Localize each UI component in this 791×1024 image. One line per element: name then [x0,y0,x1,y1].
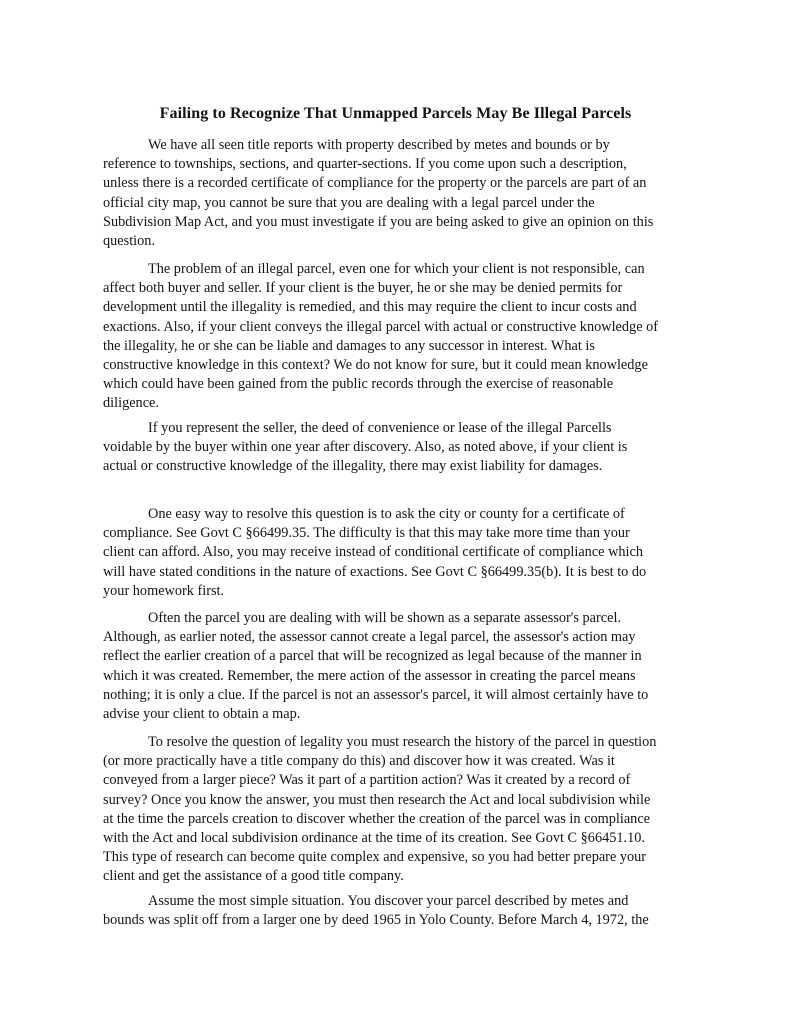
document-title: Failing to Recognize That Unmapped Parcels May Be Illegal Parcels [159,105,632,122]
paragraph-line: Although, as earlier noted, the assessor cannot create a legal parcel, the assessor's action may [103,629,636,646]
paragraph-line: survey? Once you know the answer, you must then research the Act and local subdivision while [103,791,651,808]
paragraph-line: If you represent the seller, the deed of convenience or lease of the illegal Parcells [148,420,612,436]
paragraph-line: exactions. Also, if your client conveys the illegal parcel with actual or constructive knowledge of [103,318,659,335]
paragraph-line: reference to townships, sections, and quarter-sections. If you come upon such a description, [103,156,627,173]
paragraph-line: which it was created. Remember, the mere action of the assessor in creating the parcel means [103,667,636,684]
paragraph-line: will have stated conditions in the nature of exactions. See Govt C §66499.35(b). It is best to do [103,563,647,580]
paragraph-line: conveyed from a larger piece? Was it part of a partition action? Was it created by a record of [103,772,631,789]
paragraph-line: affect both buyer and seller. If your client is the buyer, he or she may be denied permits for [103,280,623,297]
paragraph-line: bounds was split off from a larger one by deed 1965 in Yolo County. Before March 4, 1972, the [103,912,649,929]
paragraph-4 [103,505,687,601]
paragraph-line: nothing; it is only a clue. If the parcel is not an assessor's parcel, it will almost certainly have to [103,686,649,703]
paragraph-line: at the time the parcels creation to discover whether the creation of the parcel was in compliance [103,810,651,827]
paragraph-line: the illegality, he or she can be liable and damages to any successor in interest. What is [103,337,595,354]
paragraph-line: which could have been gained from the public records through the exercise of reasonable [103,376,614,393]
paragraph-6 [103,733,687,887]
paragraph-line: compliance. See Govt C §66499.35. The difficulty is that this may take more time than your [103,525,630,542]
paragraph-2 [103,260,687,414]
paragraph-line: question. [103,233,156,250]
paragraph-line: This type of research can become quite complex and expensive, so you had better prepare your [103,849,647,866]
paragraph-line: unless there is a recorded certificate of compliance for the property or the parcels are part of an [103,175,647,192]
paragraph-line: your homework first. [103,582,225,599]
paragraph-line: actual or constructive knowledge of the illegality, there may exist liability for damages. [103,458,603,475]
paragraph-7 [103,892,687,930]
paragraph-line: with the Act and local subdivision ordinance at the time of its creation. See Govt C §66451.10. [103,830,645,847]
paragraph-3 [103,419,687,477]
paragraph-line: The problem of an illegal parcel, even one for which your client is not responsible, can [148,261,645,277]
paragraph-1 [103,136,687,251]
paragraph-line: Assume the most simple situation. You discover your parcel described by metes and [148,893,629,909]
paragraph-line: We have all seen title reports with property described by metes and bounds or by [148,137,610,153]
paragraph-line: Often the parcel you are dealing with will be shown as a separate assessor's parcel. [148,610,622,626]
paragraph-line: advise your client to obtain a map. [103,706,301,723]
paragraph-line: To resolve the question of legality you must research the history of the parcel in question [148,734,657,750]
paragraph-line: development until the illegality is remedied, and this may require the client to incur costs and [103,299,637,316]
paragraph-line: client and get the assistance of a good title company. [103,868,404,885]
paragraph-line: voidable by the buyer within one year after discovery. Also, as noted above, if your client is [103,439,628,456]
paragraph-line: Subdivision Map Act, and you must investigate if you are being asked to give an opinion on this [103,213,654,230]
paragraph-line: One easy way to resolve this question is to ask the city or county for a certificate of [148,506,625,522]
paragraph-line: (or more practically have a title company do this) and discover how it was created. Was it [103,753,615,770]
paragraph-line: client can afford. Also, you may receive instead of conditional certificate of compliance which [103,544,644,561]
paragraph-5 [103,609,687,724]
paragraph-line: official city map, you cannot be sure that you are dealing with a legal parcel under the [103,194,595,211]
paragraph-line: reflect the earlier creation of a parcel that will be recognized as legal because of the manner in [103,648,642,665]
paragraph-line: diligence. [103,395,159,412]
paragraph-line: constructive knowledge in this context? We do not know for sure, but it could mean knowledge [103,357,648,374]
